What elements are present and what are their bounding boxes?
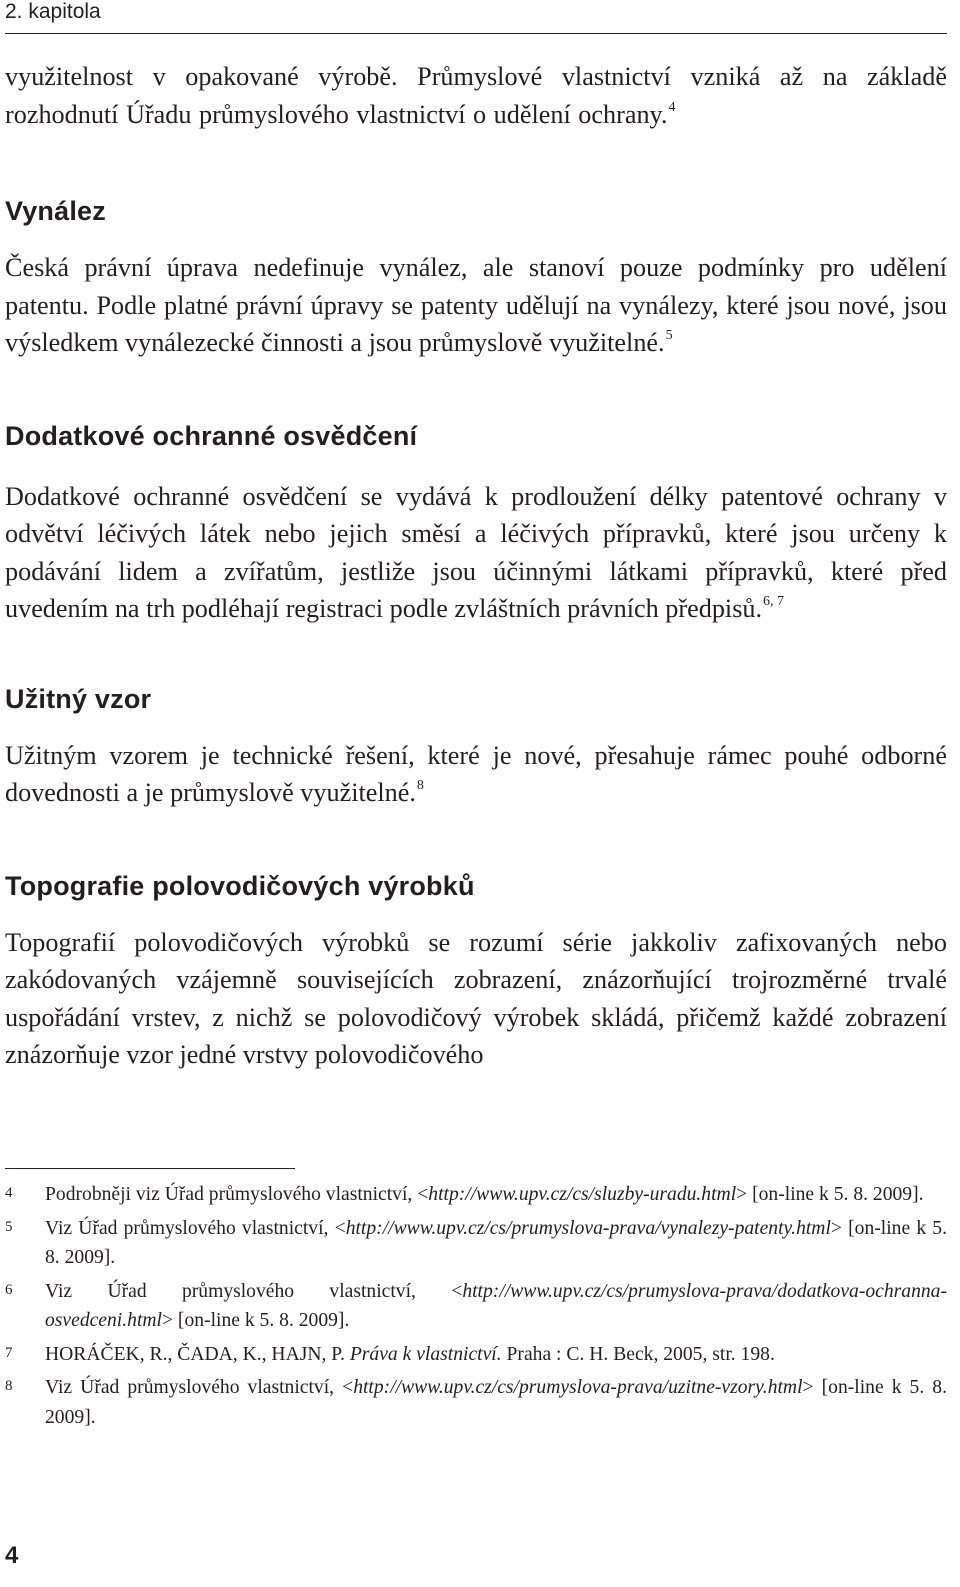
dodatkove-text: Dodatkové ochranné osvědčení se vydává k prodloužení délky patentové ochrany v odvětví léčivých látek nebo jejich směsí a léčivých přípravků, které jsou určeny k podávání lidem a zvířatům, jestliže jsou účinnými látkami přípravků, které před uvedením na trh podléhají registraci podle zvláštních právních předpisů. bbox=[5, 481, 947, 623]
footnote-ref-6-7[interactable]: 6, 7 bbox=[763, 594, 785, 610]
chapter-running-head: 2. kapitola bbox=[5, 0, 101, 23]
footnote-ref-5[interactable]: 5 bbox=[665, 328, 673, 344]
footnote-prefix: Podrobněji viz Úřad průmyslového vlastnictví, < bbox=[45, 1184, 429, 1205]
vynalez-text: Česká právní úprava nedefinuje vynález, ale stanoví pouze podmínky pro udělení patentu. Podle platné právní úpravy se patenty udělují na vynálezy, které jsou nové, jsou výsledkem vynálezecké činnosti a jsou průmyslově využitelné. bbox=[5, 253, 947, 357]
section-heading-dodatkove: Dodatkové ochranné osvědčení bbox=[5, 420, 418, 451]
uzitny-vzor-paragraph bbox=[5, 737, 947, 812]
footnote-text bbox=[45, 1373, 947, 1432]
intro-text: využitelnost v opakované výrobě. Průmyslové vlastnictví vzniká až na základě rozhodnutí Úřadu průmyslového vlastnictví o udělení ochrany. bbox=[5, 62, 947, 129]
document-page bbox=[5, 0, 947, 1587]
footnote-prefix: Viz Úřad průmyslového vlastnictví, < bbox=[45, 1377, 354, 1398]
footnote-number: 8 bbox=[5, 1378, 13, 1394]
intro-paragraph bbox=[5, 58, 947, 133]
footnote-item bbox=[5, 1214, 947, 1273]
footnote-suffix: > [on-line k 5. 8. 2009]. bbox=[45, 1377, 948, 1428]
topografie-paragraph bbox=[5, 924, 947, 1074]
footnote-suffix: > [on-line k 5. 8. 2009]. bbox=[45, 1217, 948, 1268]
uzitny-vzor-text: Užitným vzorem je technické řešení, které je nové, přesahuje rámec pouhé odborné dovednosti a je průmyslově využitelné. bbox=[5, 740, 947, 807]
footnote-ref-4[interactable]: 4 bbox=[668, 99, 676, 115]
footnote-number: 7 bbox=[5, 1344, 13, 1361]
footnote-item bbox=[5, 1340, 947, 1370]
footnote-prefix: HORÁČEK, R., ČADA, K., HAJN, P. bbox=[45, 1343, 350, 1365]
footnote-text bbox=[45, 1277, 947, 1336]
footnote-suffix: Praha : C. H. Beck, 2005, str. 198. bbox=[501, 1343, 775, 1365]
main-body bbox=[5, 58, 947, 1074]
footnote-separator bbox=[5, 1168, 295, 1169]
footnote-number: 4 bbox=[5, 1185, 13, 1201]
page-number: 4 bbox=[5, 1542, 19, 1569]
footnote-link[interactable]: http://www.upv.cz/cs/sluzby-uradu.html bbox=[428, 1184, 737, 1205]
footnote-item bbox=[5, 1373, 947, 1432]
footnote-prefix: Viz Úřad průmyslového vlastnictví, < bbox=[45, 1280, 463, 1302]
topografie-text: Topografií polovodičových výrobků se rozumí série jakkoliv zafixovaných nebo zakódovaných vzájemně souvisejících zobrazení, znázorňující trojrozměrné trvalé uspořádání vrstev, z nichž se polovodičový výrobek skládá, přičemž každé zobrazení znázorňuje vzor jedné vrstvy polovodičového bbox=[5, 927, 947, 1069]
vynalez-paragraph bbox=[5, 249, 947, 362]
footnotes-section bbox=[5, 1180, 947, 1436]
dodatkove-paragraph bbox=[5, 478, 947, 628]
footnote-book-title: Práva k vlastnictví. bbox=[349, 1343, 502, 1365]
footnote-item bbox=[5, 1180, 947, 1210]
footnote-prefix: Viz Úřad průmyslového vlastnictví, < bbox=[45, 1217, 346, 1239]
footnote-text bbox=[45, 1340, 947, 1370]
header-rule bbox=[5, 33, 947, 34]
footnote-item bbox=[5, 1277, 947, 1336]
footnote-text bbox=[45, 1180, 947, 1210]
footnote-text bbox=[45, 1214, 947, 1273]
footnote-suffix: > [on-line k 5. 8. 2009]. bbox=[736, 1184, 924, 1205]
footnote-link[interactable]: http://www.upv.cz/cs/prumyslova-prava/uzitne-vzory.html bbox=[353, 1377, 803, 1398]
footnote-ref-8[interactable]: 8 bbox=[416, 778, 424, 794]
footnote-link[interactable]: http://www.upv.cz/cs/prumyslova-prava/dodatkova-ochranna-osvedceni.html bbox=[45, 1280, 947, 1331]
section-heading-uzitny-vzor: Užitný vzor bbox=[5, 683, 152, 714]
footnote-number: 5 bbox=[5, 1218, 13, 1235]
footnote-suffix: > [on-line k 5. 8. 2009]. bbox=[161, 1310, 350, 1331]
footnote-link[interactable]: http://www.upv.cz/cs/prumyslova-prava/vynalezy-patenty.html bbox=[345, 1217, 831, 1239]
footnote-number: 6 bbox=[5, 1281, 13, 1298]
section-heading-topografie: Topografie polovodičových výrobků bbox=[5, 870, 475, 901]
section-heading-vynalez: Vynález bbox=[5, 196, 106, 226]
